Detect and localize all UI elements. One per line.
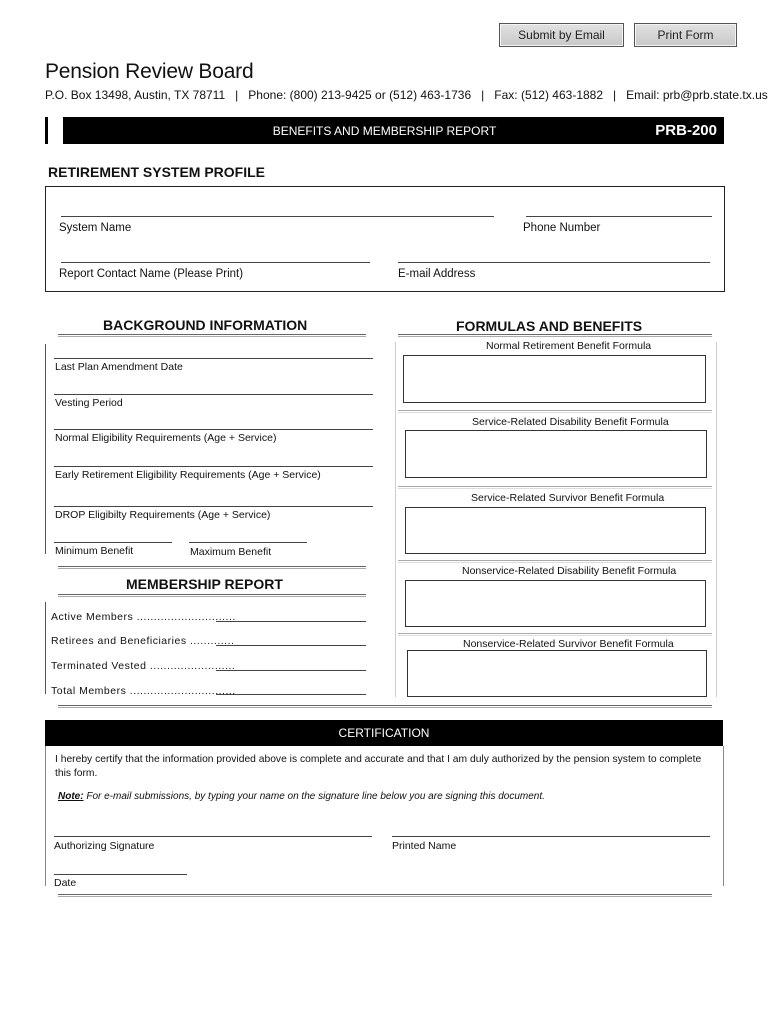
divider xyxy=(398,334,712,337)
membership-label: Terminated Vested ......................... xyxy=(51,660,236,672)
submit-by-email-button[interactable]: Submit by Email xyxy=(499,23,624,47)
field-label: Normal Eligibility Requirements (Age + Service) xyxy=(55,432,277,444)
retirees-input[interactable] xyxy=(216,645,366,646)
certification-banner xyxy=(45,720,723,746)
print-form-button[interactable]: Print Form xyxy=(634,23,737,47)
divider xyxy=(398,633,712,636)
certification-heading: CERTIFICATION xyxy=(338,726,430,740)
form-banner xyxy=(45,117,724,144)
section-rule xyxy=(45,746,46,886)
divider xyxy=(58,894,712,897)
signature-input[interactable] xyxy=(54,836,372,837)
formula-label: Nonservice-Related Disability Benefit Formula xyxy=(462,565,677,577)
divider xyxy=(58,705,712,708)
section-rule xyxy=(723,746,724,886)
banner-title: BENEFITS AND MEMBERSHIP REPORT xyxy=(272,124,497,138)
contact-line xyxy=(45,88,768,102)
system-name-input[interactable] xyxy=(61,216,494,217)
minimum-benefit-input[interactable] xyxy=(54,542,172,543)
formula-label: Nonservice-Related Survivor Benefit Formula xyxy=(463,638,674,650)
field-label: DROP Eligibilty Requirements (Age + Service) xyxy=(55,509,271,521)
terminated-vested-input[interactable] xyxy=(216,670,366,671)
divider xyxy=(398,410,712,413)
field-label: Vesting Period xyxy=(55,397,123,409)
phone-number-label: Phone Number xyxy=(523,222,601,234)
field-label: Last Plan Amendment Date xyxy=(55,361,183,373)
certification-text: I hereby certify that the information provided above is complete and accurate and that I am duly authorized by the pension system to complete xyxy=(55,754,702,765)
address-text: P.O. Box 13498, Austin, TX 78711 xyxy=(45,88,226,102)
phone-text: Phone: (800) 213-9425 or (512) 463-1736 xyxy=(248,88,472,102)
profile-heading: RETIREMENT SYSTEM PROFILE xyxy=(48,164,266,180)
section-rule xyxy=(395,342,396,697)
total-members-input[interactable] xyxy=(216,694,366,695)
form-code: PRB-200 xyxy=(655,122,717,139)
section-rule xyxy=(716,342,717,697)
divider xyxy=(58,566,366,569)
field-label: Early Retirement Eligibility Requirements (Age + Service) xyxy=(55,469,321,481)
formula-label: Normal Retirement Benefit Formula xyxy=(486,340,652,352)
contact-name-label: Report Contact Name (Please Print) xyxy=(59,268,244,280)
formulas-heading: FORMULAS AND BENEFITS xyxy=(456,318,643,334)
nonservice-survivor-formula-input[interactable] xyxy=(407,650,707,697)
divider xyxy=(58,334,366,337)
normal-retirement-formula-input[interactable] xyxy=(403,355,706,403)
fax-text: Fax: (512) 463-1882 xyxy=(494,88,604,102)
note-label: Note: xyxy=(58,791,84,802)
active-members-input[interactable] xyxy=(216,621,366,622)
divider xyxy=(398,560,712,563)
service-survivor-formula-input[interactable] xyxy=(405,507,706,554)
certification-note xyxy=(58,791,545,802)
service-disability-formula-input[interactable] xyxy=(405,430,707,478)
phone-number-input[interactable] xyxy=(526,216,712,217)
system-name-label: System Name xyxy=(59,222,132,234)
background-heading: BACKGROUND INFORMATION xyxy=(103,317,308,333)
membership-label: Retirees and Beneficiaries ............. xyxy=(51,635,235,647)
email-text: Email: prb@prb.state.tx.us xyxy=(626,88,768,102)
minimum-benefit-label: Minimum Benefit xyxy=(55,545,134,557)
separator: | xyxy=(235,88,239,102)
membership-heading: MEMBERSHIP REPORT xyxy=(126,576,283,592)
normal-eligibility-input[interactable] xyxy=(54,429,373,430)
divider xyxy=(58,594,366,597)
nonservice-disability-formula-input[interactable] xyxy=(405,580,706,627)
page-title: Pension Review Board xyxy=(45,60,254,83)
certification-text: this form. xyxy=(55,768,98,779)
section-rule xyxy=(45,602,46,694)
email-address-input[interactable] xyxy=(398,262,710,263)
date-input[interactable] xyxy=(54,874,187,875)
email-address-label: E-mail Address xyxy=(398,268,476,280)
separator: | xyxy=(613,88,617,102)
membership-label: Total Members ............................... xyxy=(51,685,236,697)
formula-label: Service-Related Disability Benefit Formula xyxy=(472,416,669,428)
printed-name-input[interactable] xyxy=(392,836,710,837)
section-rule xyxy=(45,344,46,554)
separator: | xyxy=(481,88,485,102)
signature-label: Authorizing Signature xyxy=(54,840,155,852)
maximum-benefit-input[interactable] xyxy=(189,542,307,543)
formula-label: Service-Related Survivor Benefit Formula xyxy=(471,492,665,504)
early-eligibility-input[interactable] xyxy=(54,466,373,467)
maximum-benefit-label: Maximum Benefit xyxy=(190,546,272,558)
date-label: Date xyxy=(54,877,77,889)
contact-name-input[interactable] xyxy=(61,262,370,263)
note-text: For e-mail submissions, by typing your name on the signature line below you are signing this document. xyxy=(86,791,545,802)
drop-eligibility-input[interactable] xyxy=(54,506,373,507)
printed-name-label: Printed Name xyxy=(392,840,457,852)
membership-label: Active Members ............................. xyxy=(51,611,236,623)
last-amendment-input[interactable] xyxy=(54,358,373,359)
vesting-period-input[interactable] xyxy=(54,394,373,395)
divider xyxy=(398,486,712,489)
